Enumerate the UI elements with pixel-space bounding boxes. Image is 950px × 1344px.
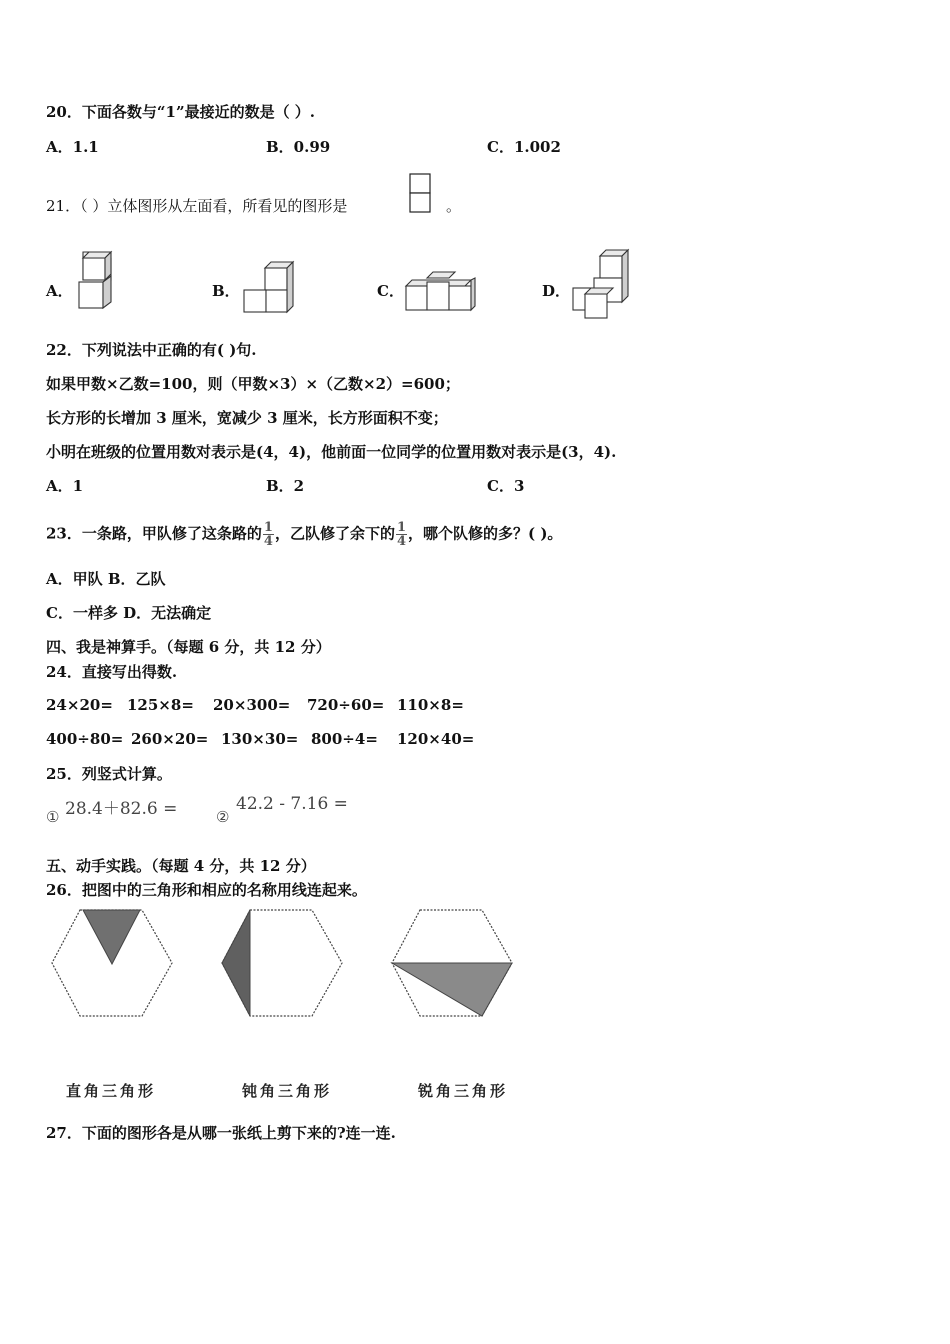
- fraction-numerator: 1: [263, 520, 273, 535]
- q23-options-row-1[interactable]: A．甲队 B．乙队: [46, 570, 166, 588]
- q21-stem-text: 21．（ ）立体图形从左面看，所看见的图形是: [46, 197, 348, 215]
- q23-text-b: ，乙队修了余下的: [274, 524, 395, 543]
- q27-stem: 27．下面的图形各是从哪一张纸上剪下来的?连一连.: [46, 1124, 396, 1142]
- hexagon-acute-triangle[interactable]: [390, 908, 514, 1018]
- q23-options-row-2[interactable]: C．一样多 D．无法确定: [46, 604, 212, 622]
- calc-item: 130×30=: [221, 730, 299, 748]
- q22-option-c[interactable]: C．3: [487, 477, 525, 495]
- q21-option-a[interactable]: A．: [46, 282, 73, 300]
- left-view-icon: [409, 173, 431, 213]
- q20-stem: 20．下面各数与“1”最接近的数是（ ）.: [46, 103, 316, 121]
- calc-item: 400÷80=: [46, 730, 124, 748]
- cube-figure-c[interactable]: [405, 272, 477, 312]
- section-5-title: 五、动手实践。（每题 4 分，共 12 分）: [46, 857, 316, 875]
- q23-text-c: ，哪个队修的多？( )。: [408, 524, 563, 543]
- vertical-calc-expr-2: 42.2 - 7.16 =: [236, 794, 348, 814]
- q22-option-b[interactable]: B．2: [266, 477, 305, 495]
- q21-option-d[interactable]: D．: [542, 282, 571, 300]
- q21-stem-end: 。: [446, 197, 462, 215]
- cube-figure-d[interactable]: [572, 250, 632, 320]
- cube-figure-b[interactable]: [243, 262, 295, 314]
- calc-item: 260×20=: [131, 730, 209, 748]
- calc-item: 720÷60=: [307, 696, 385, 714]
- calc-item: 24×20=: [46, 696, 113, 714]
- q22-option-a[interactable]: A．1: [46, 477, 84, 495]
- label-acute-triangle[interactable]: 锐角三角形: [418, 1082, 509, 1100]
- q22-statement-1: 如果甲数×乙数=100，则（甲数×3）×（乙数×2）=600；: [46, 375, 460, 393]
- fraction-denominator: 4: [263, 534, 273, 549]
- fraction-denominator: 4: [396, 534, 406, 549]
- q24-stem: 24．直接写出得数.: [46, 663, 178, 681]
- q22-stem: 22．下列说法中正确的有( )句.: [46, 341, 257, 359]
- q21-stem: [46, 196, 347, 216]
- circled-two-marker: ②: [216, 808, 230, 826]
- q21-option-c[interactable]: C．: [377, 282, 404, 300]
- calc-item: 800÷4=: [311, 730, 378, 748]
- hexagon-obtuse-triangle[interactable]: [220, 908, 344, 1018]
- q20-option-c[interactable]: C．1.002: [487, 138, 561, 156]
- q25-stem: 25．列竖式计算。: [46, 765, 172, 783]
- label-right-triangle[interactable]: 直角三角形: [66, 1082, 157, 1100]
- label-obtuse-triangle[interactable]: 钝角三角形: [242, 1082, 333, 1100]
- fraction-one-quarter-2: [396, 521, 407, 548]
- calc-item: 120×40=: [397, 730, 475, 748]
- vertical-calc-expr-1: 28.4＋82.6 =: [65, 799, 178, 819]
- hexagon-right-triangle[interactable]: [50, 908, 174, 1018]
- q23-stem: [46, 521, 562, 548]
- cube-figure-a[interactable]: [76, 250, 116, 312]
- fraction-numerator: 1: [396, 520, 406, 535]
- q20-option-a[interactable]: A．1.1: [46, 138, 99, 156]
- q22-statement-3: 小明在班级的位置用数对表示是(4，4)，他前面一位同学的位置用数对表示是(3，4).: [46, 443, 617, 461]
- calc-item: 125×8=: [127, 696, 194, 714]
- section-4-title: 四、我是神算手。（每题 6 分，共 12 分）: [46, 638, 331, 656]
- circled-one-marker: ①: [46, 808, 60, 826]
- q22-statement-2: 长方形的长增加 3 厘米，宽减少 3 厘米，长方形面积不变；: [46, 409, 448, 427]
- q26-stem: 26．把图中的三角形和相应的名称用线连起来。: [46, 881, 367, 899]
- q21-option-b[interactable]: B．: [212, 282, 240, 300]
- calc-item: 110×8=: [397, 696, 464, 714]
- fraction-one-quarter-1: [263, 521, 274, 548]
- q23-text-a: 23．一条路，甲队修了这条路的: [46, 524, 262, 543]
- calc-item: 20×300=: [213, 696, 291, 714]
- q20-option-b[interactable]: B．0.99: [266, 138, 331, 156]
